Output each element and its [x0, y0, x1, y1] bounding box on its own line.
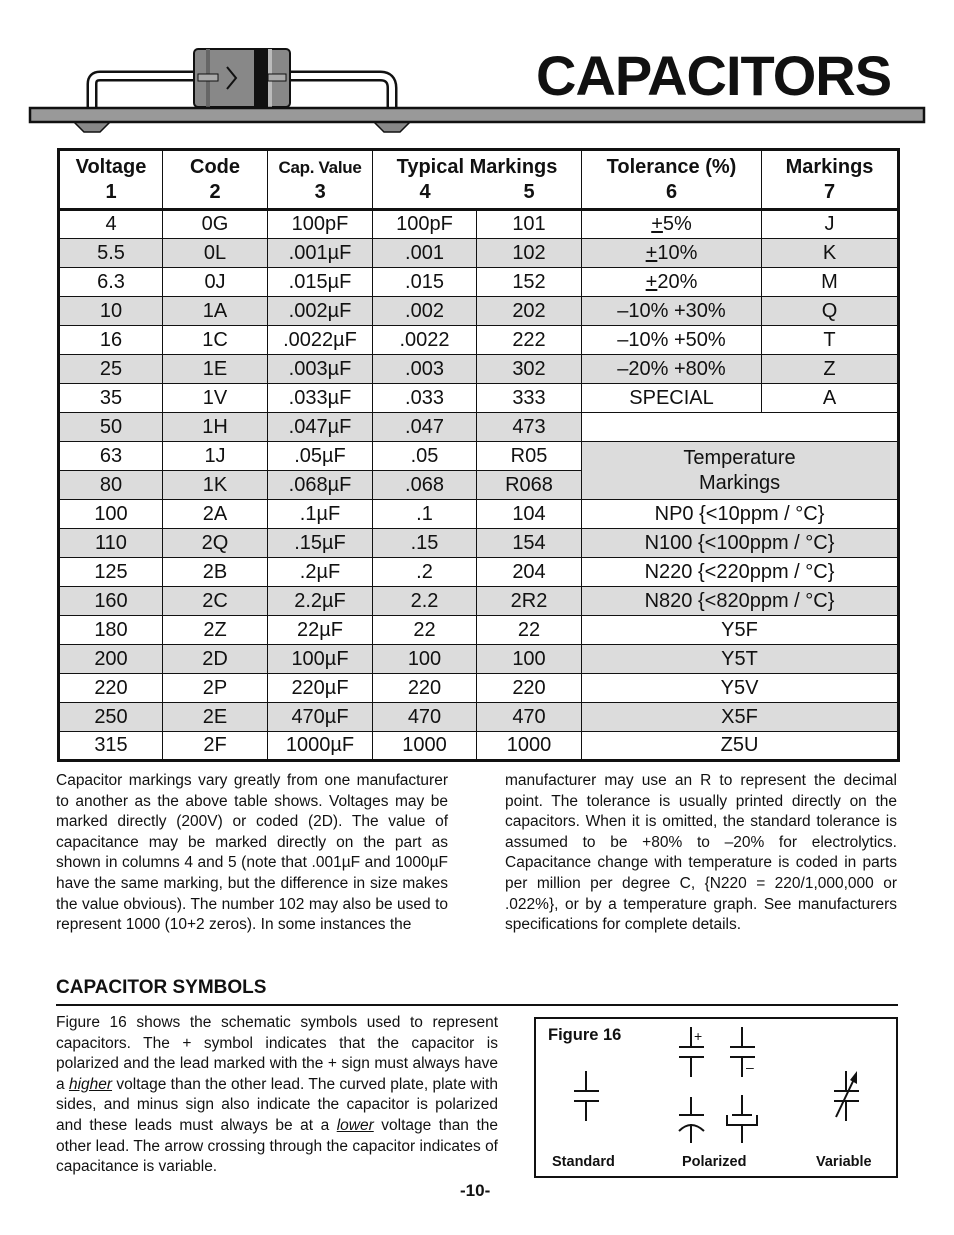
marking-4-cell: 22 — [373, 616, 477, 645]
temperature-cell: Z5U — [582, 732, 899, 761]
code-cell: 2P — [163, 674, 268, 703]
cap-value-cell: .2µF — [268, 558, 373, 587]
voltage-cell: 4 — [59, 210, 163, 239]
voltage-cell: 10 — [59, 297, 163, 326]
code-cell: 2D — [163, 645, 268, 674]
marking-4-cell: 2.2 — [373, 587, 477, 616]
cap-value-cell: .001µF — [268, 239, 373, 268]
tolerance-mark-cell: Q — [762, 297, 899, 326]
polarized-sided-capacitor-symbol — [727, 1095, 757, 1143]
code-cell: 0G — [163, 210, 268, 239]
cap-value-cell: .047µF — [268, 413, 373, 442]
marking-4-cell: .002 — [373, 297, 477, 326]
tolerance-cell: –10% +30% — [582, 297, 762, 326]
marking-4-cell: .033 — [373, 384, 477, 413]
cap-value-cell: 1000µF — [268, 732, 373, 761]
cap-value-cell: .0022µF — [268, 326, 373, 355]
marking-5-cell: 302 — [477, 355, 582, 384]
code-cell: 1J — [163, 442, 268, 471]
table-row — [59, 413, 899, 442]
voltage-cell: 315 — [59, 732, 163, 761]
cap-value-cell: .003µF — [268, 355, 373, 384]
standard-capacitor-symbol — [574, 1071, 599, 1121]
tolerance-mark-cell: K — [762, 239, 899, 268]
page-number: -10- — [460, 1181, 491, 1200]
marking-5-cell: 220 — [477, 674, 582, 703]
label-variable: Variable — [816, 1154, 872, 1170]
marking-4-cell: 1000 — [373, 732, 477, 761]
voltage-cell: 80 — [59, 471, 163, 500]
temperature-cell: Y5T — [582, 645, 899, 674]
code-cell: 2Z — [163, 616, 268, 645]
voltage-cell: 16 — [59, 326, 163, 355]
marking-5-cell: 101 — [477, 210, 582, 239]
capacitor-symbols-diagram — [536, 1019, 896, 1176]
voltage-cell: 50 — [59, 413, 163, 442]
temperature-cell: N100 {<100ppm / °C} — [582, 529, 899, 558]
emphasis-higher: higher — [68, 1075, 113, 1093]
section-divider — [56, 1004, 898, 1006]
code-cell: 2C — [163, 587, 268, 616]
voltage-cell: 250 — [59, 703, 163, 732]
tolerance-mark-cell: T — [762, 326, 899, 355]
marking-4-cell: .1 — [373, 500, 477, 529]
code-cell: 0J — [163, 268, 268, 297]
marking-4-cell: .015 — [373, 268, 477, 297]
table-row — [59, 558, 899, 587]
marking-4-cell: .0022 — [373, 326, 477, 355]
code-cell: 2F — [163, 732, 268, 761]
marking-5-cell: R068 — [477, 471, 582, 500]
marking-5-cell: 154 — [477, 529, 582, 558]
temperature-cell: NP0 {<10ppm / °C} — [582, 500, 899, 529]
code-cell: 1E — [163, 355, 268, 384]
cap-value-cell: .068µF — [268, 471, 373, 500]
tolerance-cell: –10% +50% — [582, 326, 762, 355]
temperature-markings-header: Temperature Markings — [582, 442, 899, 500]
tolerance-cell: +5% — [582, 210, 762, 239]
cap-value-cell: .015µF — [268, 268, 373, 297]
marking-5-cell: 204 — [477, 558, 582, 587]
voltage-cell: 100 — [59, 500, 163, 529]
voltage-cell: 110 — [59, 529, 163, 558]
tolerance-cell: SPECIAL — [582, 384, 762, 413]
table-row — [59, 297, 899, 326]
section-heading: CAPACITOR SYMBOLS — [56, 977, 267, 998]
cap-value-cell: .002µF — [268, 297, 373, 326]
code-cell: 2A — [163, 500, 268, 529]
table-row — [59, 732, 899, 761]
table-row — [59, 384, 899, 413]
temperature-cell: X5F — [582, 703, 899, 732]
voltage-cell: 35 — [59, 384, 163, 413]
symbols-paragraph: Figure 16 shows the schematic symbols used to represent capacitors. The + symbol indicates that the capacitor is polarized and the lead marked with the + sign must always have a higher voltage than the other lead. The curved plate, plate with sides, and minus sign also indicate the capacitor is polarized and these leads must always be at a lower voltage than the other lead. The arrow crossing through the capacitor indicates of capacitance is variable. — [56, 1014, 498, 1176]
marking-5-cell: 1000 — [477, 732, 582, 761]
voltage-cell: 25 — [59, 355, 163, 384]
tolerance-mark-cell: M — [762, 268, 899, 297]
code-cell: 1C — [163, 326, 268, 355]
marking-4-cell: .047 — [373, 413, 477, 442]
cap-value-cell: 220µF — [268, 674, 373, 703]
label-polarized: Polarized — [682, 1154, 747, 1170]
emphasis-lower: lower — [336, 1116, 374, 1134]
temperature-cell: N220 {<220ppm / °C} — [582, 558, 899, 587]
capacitor-code-table — [57, 148, 900, 762]
blank-cell — [582, 413, 899, 442]
marking-5-cell: 222 — [477, 326, 582, 355]
marking-5-cell: 152 — [477, 268, 582, 297]
tolerance-mark-cell: Z — [762, 355, 899, 384]
voltage-cell: 200 — [59, 645, 163, 674]
cap-value-cell: 22µF — [268, 616, 373, 645]
marking-4-cell: .2 — [373, 558, 477, 587]
marking-5-cell: 104 — [477, 500, 582, 529]
code-cell: 1A — [163, 297, 268, 326]
code-cell: 0L — [163, 239, 268, 268]
table-row — [59, 703, 899, 732]
table-row — [59, 239, 899, 268]
marking-4-cell: 100 — [373, 645, 477, 674]
polarized-curved-capacitor-symbol — [679, 1097, 704, 1143]
marking-4-cell: 100pF — [373, 210, 477, 239]
explanation-paragraph-right: manufacturer may use an R to represent the decimal point. The tolerance is usually printed directly on the capacitors. When it is omitted, the standard tolerance is assumed to be +80% to –20% for electrolytics. Capacitance change with temperature is coded in parts per million per degree C, {N220 = 220/1,000,000 or .022%}, or by a temperature graph. See manufacturers specifications for complete details. — [505, 772, 897, 934]
tolerance-cell: –20% +80% — [582, 355, 762, 384]
marking-5-cell: 473 — [477, 413, 582, 442]
cap-value-cell: .15µF — [268, 529, 373, 558]
temperature-cell: N820 {<820ppm / °C} — [582, 587, 899, 616]
figure-16-box — [534, 1017, 898, 1178]
marking-4-cell: .001 — [373, 239, 477, 268]
table-row — [59, 326, 899, 355]
code-cell: 1K — [163, 471, 268, 500]
voltage-cell: 5.5 — [59, 239, 163, 268]
code-cell: 2B — [163, 558, 268, 587]
voltage-cell: 125 — [59, 558, 163, 587]
marking-5-cell: R05 — [477, 442, 582, 471]
marking-4-cell: 220 — [373, 674, 477, 703]
voltage-cell: 63 — [59, 442, 163, 471]
marking-5-cell: 202 — [477, 297, 582, 326]
code-cell: 1H — [163, 413, 268, 442]
table-row — [59, 442, 899, 471]
voltage-cell: 180 — [59, 616, 163, 645]
marking-5-cell: 333 — [477, 384, 582, 413]
cap-value-cell: 2.2µF — [268, 587, 373, 616]
tolerance-cell: +20% — [582, 268, 762, 297]
temperature-cell: Y5V — [582, 674, 899, 703]
table-header-row — [59, 150, 899, 210]
code-cell: 1V — [163, 384, 268, 413]
voltage-header: Voltage 1 — [59, 150, 163, 210]
cap-value-header: Cap. Value 3 — [268, 150, 373, 210]
explanation-paragraph-left: Capacitor markings vary greatly from one manufacturer to another as the above table shows. Voltages may be marked directly (200V) or coded (2D). The value of capacitance may be marked directly on the part as shown in columns 4 and 5 (note that .001µF and 1000µF have the same marking, but the difference in size makes the value obvious). The number 102 may also be used to represent 1000 (10+2 zeros). In some instances the — [56, 772, 448, 934]
marking-4-cell: .15 — [373, 529, 477, 558]
marking-4-cell: 470 — [373, 703, 477, 732]
marking-4-cell: .003 — [373, 355, 477, 384]
code-cell: 2E — [163, 703, 268, 732]
cap-value-cell: 470µF — [268, 703, 373, 732]
minus-sign: – — [746, 1059, 754, 1075]
code-header: Code 2 — [163, 150, 268, 210]
tolerance-header: Tolerance (%) 6 — [582, 150, 762, 210]
table-row — [59, 529, 899, 558]
cap-value-cell: .033µF — [268, 384, 373, 413]
voltage-cell: 6.3 — [59, 268, 163, 297]
cap-value-cell: .1µF — [268, 500, 373, 529]
marking-5-cell: 22 — [477, 616, 582, 645]
plus-sign: + — [694, 1028, 703, 1044]
marking-4-cell: .068 — [373, 471, 477, 500]
tolerance-mark-cell: J — [762, 210, 899, 239]
marking-5-cell: 470 — [477, 703, 582, 732]
figure-title: Figure 16 — [548, 1026, 622, 1044]
cap-value-cell: 100pF — [268, 210, 373, 239]
cap-value-cell: .05µF — [268, 442, 373, 471]
voltage-cell: 160 — [59, 587, 163, 616]
marking-5-cell: 102 — [477, 239, 582, 268]
table-row — [59, 587, 899, 616]
table-row — [59, 674, 899, 703]
cap-value-cell: 100µF — [268, 645, 373, 674]
tolerance-mark-cell: A — [762, 384, 899, 413]
marking-5-cell: 2R2 — [477, 587, 582, 616]
typical-markings-header: Typical Markings 4 5 — [373, 150, 582, 210]
table-row — [59, 616, 899, 645]
page-title: CAPACITORS — [536, 44, 892, 107]
table-row — [59, 500, 899, 529]
tolerance-cell: +10% — [582, 239, 762, 268]
table-row — [59, 645, 899, 674]
temperature-cell: Y5F — [582, 616, 899, 645]
label-standard: Standard — [552, 1154, 615, 1170]
table-row — [59, 210, 899, 239]
marking-5-cell: 100 — [477, 645, 582, 674]
voltage-cell: 220 — [59, 674, 163, 703]
marking-4-cell: .05 — [373, 442, 477, 471]
table-row — [59, 355, 899, 384]
markings-header: Markings 7 — [762, 150, 899, 210]
code-cell: 2Q — [163, 529, 268, 558]
table-row — [59, 268, 899, 297]
